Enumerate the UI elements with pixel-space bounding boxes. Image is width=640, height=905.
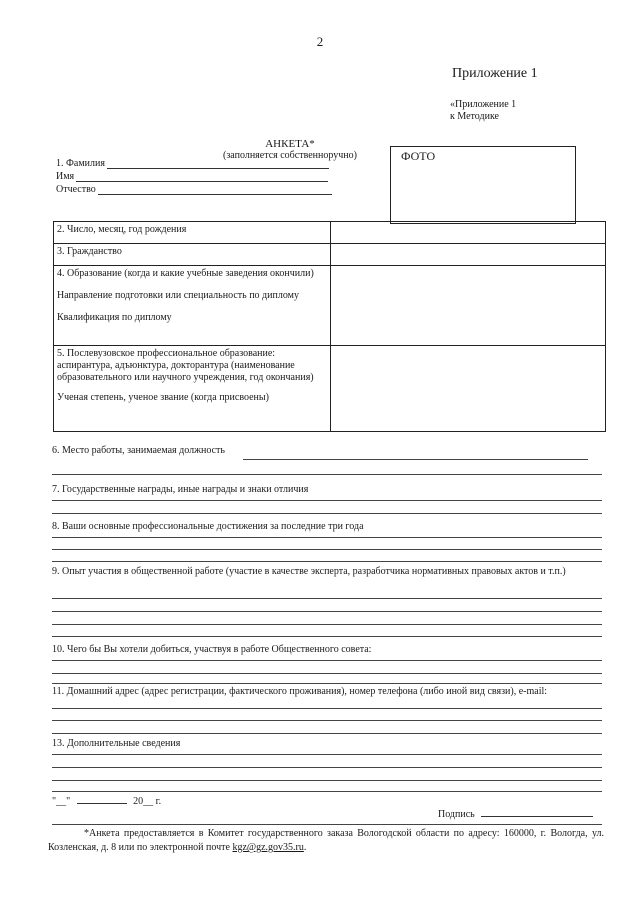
footnote (48, 827, 604, 855)
answer-line-7a[interactable] (52, 500, 602, 501)
email-link[interactable]: kgz@gz.gov35.ru (232, 842, 304, 853)
photo-box (390, 146, 576, 224)
table-row (54, 244, 606, 266)
date-row (52, 796, 161, 807)
answer-line-9c[interactable] (52, 624, 602, 625)
question-7: 7. Государственные награды, иные награды и знаки отличия (52, 484, 309, 495)
question-11-text: 11. Домашний адрес (адрес регистрации, фактического проживания), номер телефона (либо иной вид связи), e-mail: (52, 686, 548, 697)
qualification-label: Квалификация по диплому (57, 312, 172, 323)
answer-line-10c[interactable] (52, 683, 602, 684)
answer-line-6a[interactable] (243, 459, 588, 460)
footer-divider (52, 824, 602, 825)
answer-line-9a[interactable] (52, 598, 602, 599)
education-cell (54, 266, 331, 346)
date-month-field[interactable] (77, 803, 127, 804)
answer-line-11b[interactable] (52, 720, 602, 721)
citizenship-label: 3. Гражданство (54, 244, 331, 266)
answer-line-8b[interactable] (52, 549, 602, 550)
table-row (54, 346, 606, 432)
name-row (56, 171, 328, 182)
patronymic-row (56, 184, 332, 195)
postgrad-field[interactable] (331, 346, 606, 432)
question-8: 8. Ваши основные профессиональные достижения за последние три года (52, 521, 364, 532)
patronymic-field[interactable] (98, 184, 332, 195)
education-label: 4. Образование (когда и какие учебные заведения окончили) (57, 268, 314, 279)
question-10: 10. Чего бы Вы хотели добиться, участвуя в работе Общественного совета: (52, 644, 372, 655)
postgrad-cell (54, 346, 331, 432)
name-field[interactable] (76, 171, 328, 182)
answer-line-8c[interactable] (52, 561, 602, 562)
signature-label: Подпись (438, 809, 475, 820)
training-direction-label: Направление подготовки или специальность по диплому (57, 290, 299, 301)
date-day[interactable]: "__" (52, 796, 71, 807)
answer-line-7b[interactable] (52, 513, 602, 514)
answer-line-11a[interactable] (52, 708, 602, 709)
table-row (54, 222, 606, 244)
question-9: 9. Опыт участия в общественной работе (участие в качестве эксперта, разработчика нормативных правовых актов и т.п.) (52, 566, 566, 577)
question-6: 6. Место работы, занимаемая должность (52, 445, 225, 456)
answer-line-6b[interactable] (52, 474, 602, 475)
appendix-reference (450, 99, 516, 123)
education-field[interactable] (331, 266, 606, 346)
answer-line-13b[interactable] (52, 767, 602, 768)
question-11 (52, 686, 602, 698)
birth-field[interactable] (331, 222, 606, 244)
answer-line-11c[interactable] (52, 733, 602, 734)
answer-line-9b[interactable] (52, 611, 602, 612)
date-year[interactable]: 20__ г. (133, 796, 162, 807)
signature-field[interactable] (481, 816, 593, 817)
citizenship-field[interactable] (331, 244, 606, 266)
personal-info-table (53, 221, 606, 432)
answer-line-10b[interactable] (52, 673, 602, 674)
table-row (54, 266, 606, 346)
surname-label: 1. Фамилия (56, 158, 105, 169)
answer-line-9d[interactable] (52, 636, 602, 637)
appendix-ref-line1: «Приложение 1 (450, 99, 517, 110)
appendix-title: Приложение 1 (452, 66, 538, 81)
form-title: АНКЕТА* (265, 138, 315, 150)
form-note: (заполняется собственноручно) (223, 150, 357, 161)
surname-field[interactable] (107, 158, 329, 169)
footnote-end: . (303, 842, 307, 853)
birth-label: 2. Число, месяц, год рождения (54, 222, 331, 244)
surname-row (56, 158, 329, 169)
postgrad-label: 5. Послевузовское профессиональное образование: аспирантура, адъюнктура, докторантура (наименование образовательного или научного учреждения, год окончания) (57, 348, 314, 383)
signature-row (438, 809, 593, 820)
answer-line-8a[interactable] (52, 537, 602, 538)
footnote-text: *Анкета предоставляется в Комитет государственного заказа Вологодской области по адресу: 160000, г. Вологда, ул. Козленская, д. 8 или по электронной почте (48, 828, 604, 853)
appendix-ref-line2: к Методике (450, 111, 499, 122)
name-label: Имя (56, 171, 75, 182)
degree-label: Ученая степень, ученое звание (когда присвоены) (57, 392, 269, 403)
page-number: 2 (316, 34, 324, 49)
patronymic-label: Отчество (56, 184, 96, 195)
answer-line-13c[interactable] (52, 780, 602, 781)
answer-line-13d[interactable] (52, 791, 602, 792)
question-13: 13. Дополнительные сведения (52, 738, 181, 749)
answer-line-10a[interactable] (52, 660, 602, 661)
answer-line-13a[interactable] (52, 754, 602, 755)
photo-label: ФОТО (401, 149, 436, 163)
